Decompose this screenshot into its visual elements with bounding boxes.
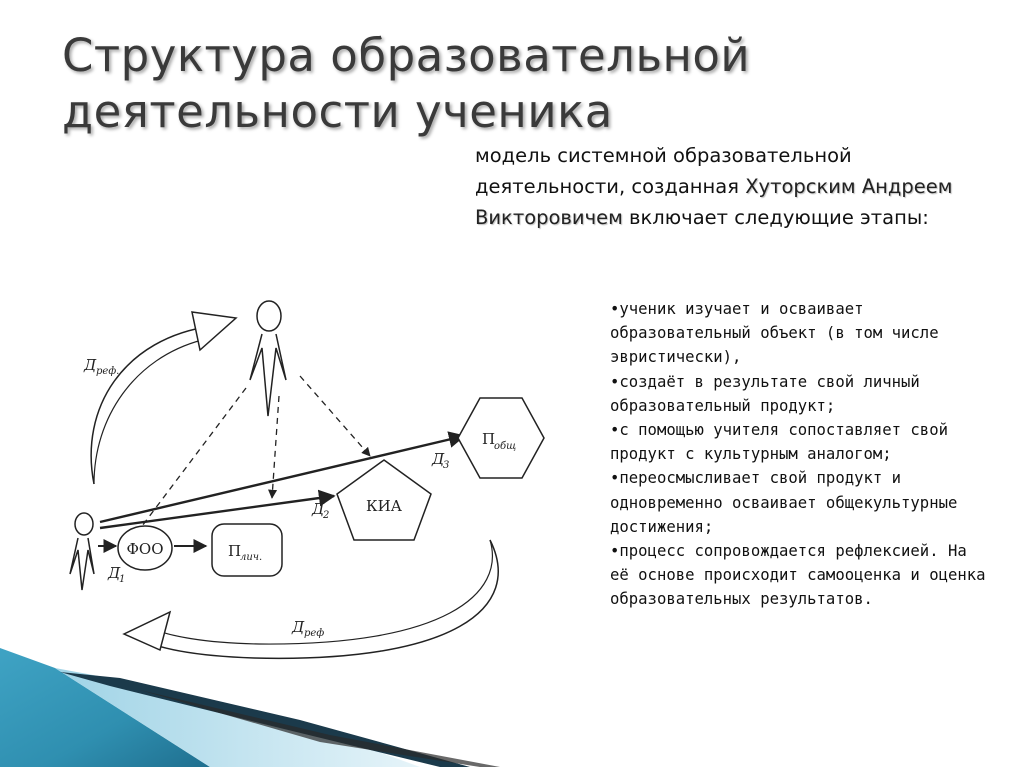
label-d-ref-bottom <box>291 618 324 639</box>
label-d1-main: Д <box>108 564 121 582</box>
node-p-obsh-sub: общ <box>494 441 517 452</box>
stages-list <box>610 297 990 612</box>
label-d-ref-bottom-main: Д <box>292 618 305 636</box>
node-foo <box>118 526 172 570</box>
label-d-ref-top-main: Д <box>84 356 97 374</box>
node-foo-label: ФОО <box>126 540 164 558</box>
label-d2-sub: 2 <box>323 510 330 521</box>
reflection-arrow-top <box>91 312 236 484</box>
node-p-obsh <box>458 398 544 478</box>
student-figure <box>70 513 94 590</box>
label-d1 <box>107 564 125 585</box>
node-p-obsh-main: П <box>482 430 496 448</box>
intro-part1: модель системной образовательной деятельности, созданная <box>475 144 852 198</box>
page-title-line1: Структура образовательной <box>62 29 751 82</box>
stage-item: •с помощью учителя сопоставляет свой продукт с культурным аналогом; <box>610 421 948 464</box>
page-title <box>62 28 822 140</box>
label-d-ref-bottom-sub: реф <box>304 628 325 639</box>
reflection-arrow-bottom <box>124 540 498 658</box>
teacher-figure <box>250 301 286 416</box>
stage-item: •создаёт в результате свой личный образовательный продукт; <box>610 372 920 415</box>
label-d2-main: Д <box>312 500 325 518</box>
node-p-lich-sub: лич. <box>240 552 263 563</box>
label-d1-sub: 1 <box>119 574 126 585</box>
label-d2 <box>311 500 329 521</box>
label-d3-main: Д <box>432 450 445 468</box>
stage-item: •процесс сопровождается рефлексией. На её основе происходит самооценка и оценка образовательных результатов. <box>610 542 986 609</box>
label-d-ref-top <box>83 356 119 377</box>
stage-item: •ученик изучает и осваивает образовательный объект (в том числе эвристически), <box>610 300 939 367</box>
page-title-line2: деятельности ученика <box>62 85 613 138</box>
node-p-lich <box>212 524 282 576</box>
stage-item: •переосмысливает свой продукт и одновременно осваивает общекультурные достижения; <box>610 469 958 536</box>
node-kia-label: КИА <box>365 497 403 515</box>
intro-text <box>475 140 975 233</box>
node-kia <box>337 460 431 540</box>
activity-diagram <box>54 288 584 678</box>
intro-part2: включает следующие этапы: <box>622 206 929 229</box>
label-d-ref-top-sub: реф. <box>96 366 120 377</box>
node-p-lich-main: П <box>228 542 242 560</box>
intro-author: Хуторским Андреем Викторовичем <box>475 175 953 229</box>
label-d3 <box>431 450 449 471</box>
label-d3-sub: 3 <box>443 460 450 471</box>
